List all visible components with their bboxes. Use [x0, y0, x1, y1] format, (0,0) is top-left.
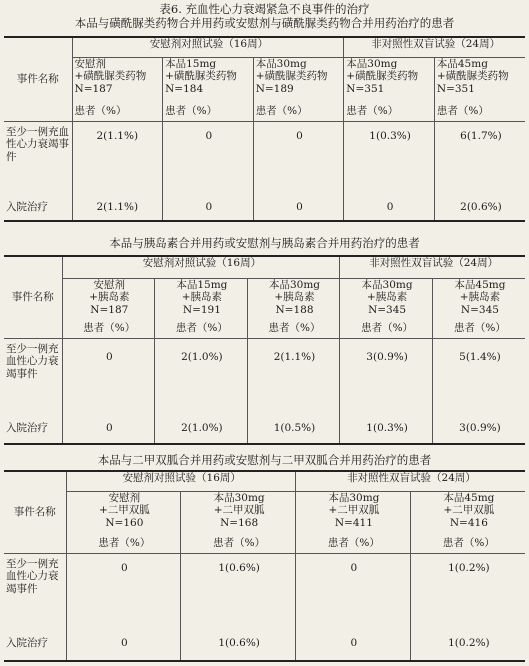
event-label: 至少一例充血性心力衰竭事件 — [6, 125, 69, 163]
unit-label: 患者（%） — [432, 322, 525, 338]
cell-value: 2(1.0%) — [155, 338, 248, 422]
cell-value: 0 — [62, 422, 155, 444]
arm-header: 本品45mg +胰岛素 N=345 — [432, 278, 525, 322]
arm-header: 本品30mg +磺酰脲类药物 N=351 — [344, 57, 435, 105]
arm-header: 本品15mg +磺酰脲类药物 N=184 — [163, 57, 254, 105]
unit-label: 患者（%） — [72, 105, 163, 121]
event-label: 至少一例充血性心力衰竭事件 — [6, 342, 59, 380]
cell-value: 0 — [253, 121, 344, 201]
group-header-placebo: 安慰剂对照试验（16周） — [72, 37, 344, 57]
unit-label: 患者（%） — [155, 322, 248, 338]
section-2-table — [4, 255, 525, 445]
column-header-event: 事件名称 — [4, 471, 66, 553]
section-2-subtitle: 本品与胰岛素合并用药或安慰剂与胰岛素合并用药治疗的患者 — [109, 236, 420, 250]
arm-header: 本品30mg +二甲双胍 N=411 — [296, 491, 411, 537]
unit-label: 患者（%） — [434, 105, 525, 121]
table-row — [4, 422, 525, 444]
table-row — [4, 201, 525, 221]
unit-label: 患者（%） — [163, 105, 254, 121]
arm-header: 本品15mg +胰岛素 N=191 — [155, 278, 248, 322]
cell-value: 0 — [344, 201, 435, 221]
table-row — [4, 553, 525, 637]
unit-label: 患者（%） — [66, 537, 181, 553]
group-header-open: 非对照性双盲试验（24周） — [296, 471, 526, 491]
cell-value: 1(0.3%) — [340, 422, 433, 444]
column-header-event: 事件名称 — [4, 37, 72, 121]
section-3-table — [4, 470, 525, 662]
unit-label: 患者（%） — [410, 537, 525, 553]
cell-value: 0 — [163, 201, 254, 221]
cell-value: 1(0.2%) — [410, 553, 525, 637]
cell-value: 2(0.6%) — [434, 201, 525, 221]
cell-value: 2(1.1%) — [72, 121, 163, 201]
group-header-placebo: 安慰剂对照试验（16周） — [62, 256, 340, 278]
column-header-event: 事件名称 — [4, 256, 62, 338]
cell-value: 3(0.9%) — [340, 338, 433, 422]
arm-header: 安慰剂 +二甲双胍 N=160 — [66, 491, 181, 537]
unit-label: 患者（%） — [344, 105, 435, 121]
unit-label: 患者（%） — [181, 537, 296, 553]
unit-label: 患者（%） — [62, 322, 155, 338]
unit-label: 患者（%） — [296, 537, 411, 553]
arm-header: 本品30mg +二甲双胍 N=168 — [181, 491, 296, 537]
arm-header: 安慰剂 +磺酰脲类药物 N=187 — [72, 57, 163, 105]
arm-header: 安慰剂 +胰岛素 N=187 — [62, 278, 155, 322]
cell-value: 6(1.7%) — [434, 121, 525, 201]
arm-header: 本品45mg +磺酰脲类药物 N=351 — [434, 57, 525, 105]
cell-value: 2(1.1%) — [72, 201, 163, 221]
unit-label: 患者（%） — [247, 322, 340, 338]
section-3-subtitle: 本品与二甲双胍合并用药或安慰剂与二甲双胍合并用药治疗的患者 — [97, 453, 432, 467]
cell-value: 0 — [253, 201, 344, 221]
table-title: 表6. 充血性心力衰竭紧急不良事件的治疗 — [159, 2, 370, 16]
event-label: 入院治疗 — [6, 637, 48, 649]
cell-value: 1(0.2%) — [410, 637, 525, 661]
cell-value: 1(0.3%) — [344, 121, 435, 201]
table-row — [4, 637, 525, 661]
cell-value: 1(0.6%) — [181, 553, 296, 637]
cell-value: 1(0.6%) — [181, 637, 296, 661]
event-label: 入院治疗 — [6, 201, 48, 213]
cell-value: 0 — [66, 637, 181, 661]
arm-header: 本品45mg +二甲双胍 N=416 — [410, 491, 525, 537]
unit-label: 患者（%） — [340, 322, 433, 338]
cell-value: 2(1.0%) — [155, 422, 248, 444]
cell-value: 3(0.9%) — [432, 422, 525, 444]
arm-header: 本品30mg +胰岛素 N=345 — [340, 278, 433, 322]
section-1-subtitle: 本品与磺酰脲类药物合并用药或安慰剂与磺酰脲类药物合并用药治疗的患者 — [74, 16, 455, 30]
group-header-open: 非对照性双盲试验（24周） — [340, 256, 525, 278]
section-1-table — [4, 36, 525, 222]
table-row — [4, 121, 525, 201]
table-row — [4, 338, 525, 422]
cell-value: 0 — [296, 637, 411, 661]
arm-header: 本品30mg +胰岛素 N=188 — [247, 278, 340, 322]
cell-value: 0 — [62, 338, 155, 422]
cell-value: 0 — [163, 121, 254, 201]
cell-value: 2(1.1%) — [247, 338, 340, 422]
group-header-open: 非对照性双盲试验（24周） — [344, 37, 525, 57]
event-label: 入院治疗 — [6, 422, 48, 434]
cell-value: 5(1.4%) — [432, 338, 525, 422]
cell-value: 0 — [66, 553, 181, 637]
event-label: 至少一例充血性心力衰竭事件 — [6, 557, 59, 595]
group-header-placebo: 安慰剂对照试验（16周） — [66, 471, 296, 491]
arm-header: 本品30mg +磺酰脲类药物 N=189 — [253, 57, 344, 105]
unit-label: 患者（%） — [253, 105, 344, 121]
cell-value: 1(0.5%) — [247, 422, 340, 444]
cell-value: 0 — [296, 553, 411, 637]
